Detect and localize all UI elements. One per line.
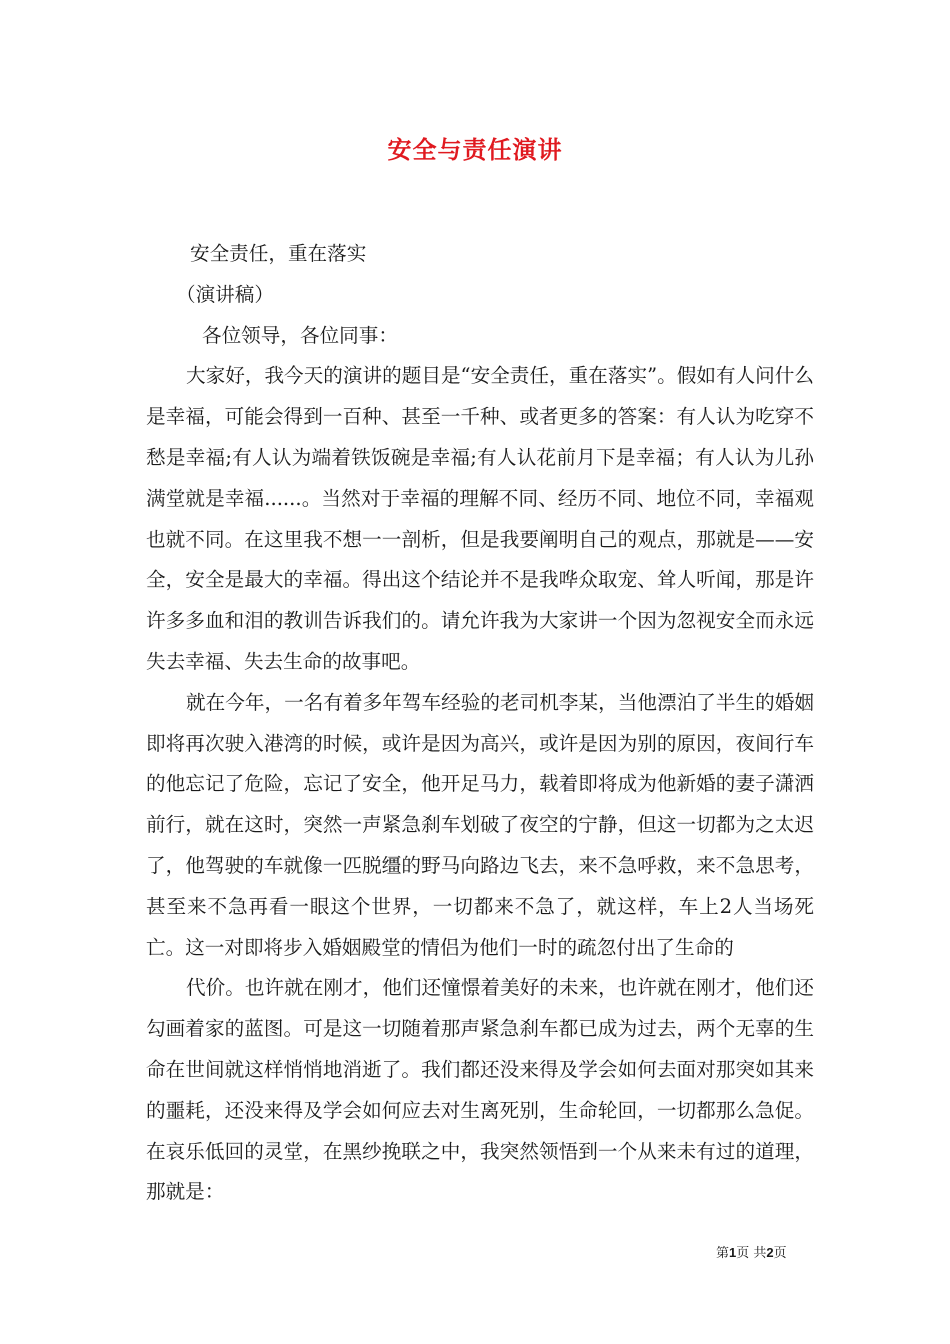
body-paragraph: 大家好，我今天的演讲的题目是“安全责任，重在落实”。假如有人问什么是幸福，可能会得到一百种、甚至一千种、或者更多的答案：有人认为吃穿不愁是幸福;有人认为端着铁饭碗是幸福;有人认花前月下是幸福；有人认为儿孙满堂就是幸福......。当然对于幸福的理解不同、经历不同、地位不同，幸福观也就不同。在这里我不想一一剖析，但是我要阐明自己的观点，那就是——安全，安全是最大的幸福。得出这个结论并不是我哗众取宠、耸人听闻，那是许许多多血和泪的教训告诉我们的。请允许我为大家讲一个因为忽视安全而永远失去幸福、失去生命的故事吧。 bbox=[146, 364, 814, 673]
footer-suffix: 页 bbox=[773, 1246, 787, 1261]
footer-middle: 页 共 bbox=[736, 1246, 767, 1261]
page-number-footer bbox=[716, 1244, 787, 1263]
speech-greeting: 各位领导，各位同事： bbox=[202, 323, 398, 347]
footer-total-pages: 2 bbox=[766, 1245, 774, 1260]
body-paragraph: 就在今年，一名有着多年驾车经验的老司机李某，当他漂泊了半生的婚姻即将再次驶入港湾的时候，或许是因为高兴，或许是因为别的原因，夜间行车的他忘记了危险，忘记了安全，他开足马力，载着即将成为他新婚的妻子潇洒前行，就在这时，突然一声紧急刹车划破了夜空的宁静，但这一切都为之太迟了，他驾驶的车就像一匹脱缰的野马向路边飞去，来不急呼救，来不急思考，甚至来不急再看一眼这个世界，一切都来不急了，就这样，车上2人当场死亡。这一对即将步入婚姻殿堂的情侣为他们一时的疏忽付出了生命的 bbox=[146, 690, 814, 959]
body-paragraph: 代价。也许就在刚才，他们还憧憬着美好的未来，也许就在刚才，他们还勾画着家的蓝图。可是这一切随着那声紧急刹车都已成为过去，两个无辜的生命在世间就这样悄悄地消逝了。我们都还没来得及学会如何去面对那突如其来的噩耗，还没来得及学会如何应去对生离死别，生命轮回，一切都那么急促。在哀乐低回的灵堂，在黑纱挽联之中，我突然领悟到一个从来未有过的道理，那就是： bbox=[146, 976, 814, 1204]
speech-subtitle: 安全责任，重在落实 bbox=[190, 242, 367, 265]
document-title: 安全与责任演讲 bbox=[387, 135, 563, 164]
footer-current-page: 1 bbox=[729, 1245, 737, 1260]
footer-prefix: 第 bbox=[716, 1246, 730, 1261]
document-body bbox=[146, 234, 814, 1213]
speech-note: （演讲稿） bbox=[176, 282, 274, 306]
